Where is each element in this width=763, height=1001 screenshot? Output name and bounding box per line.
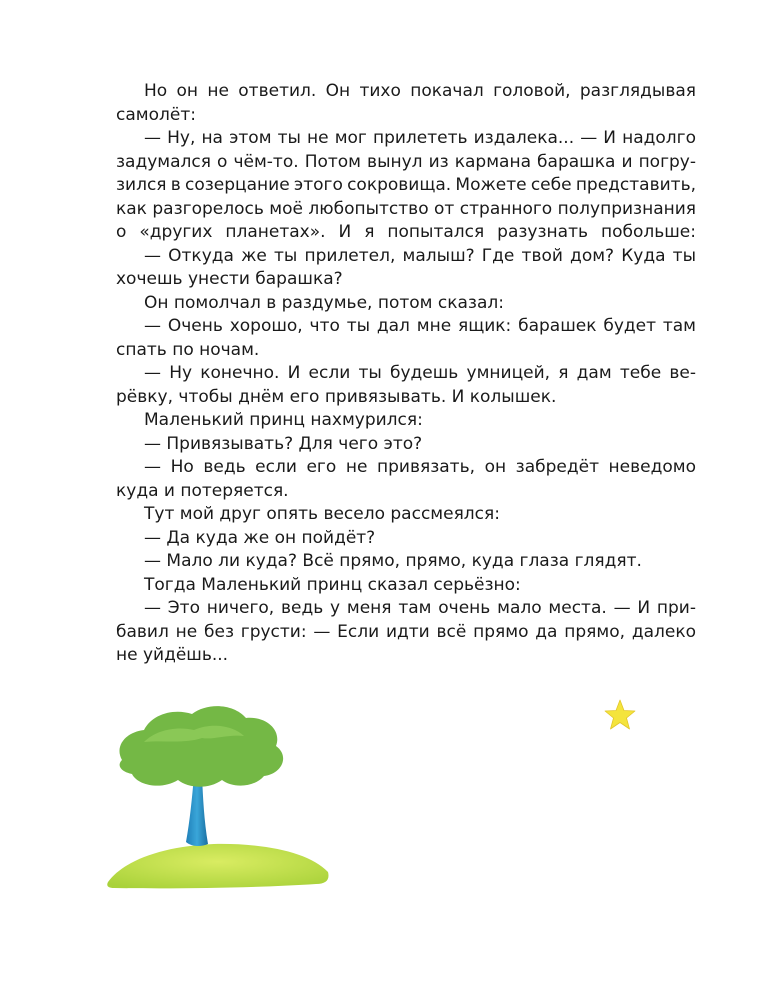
text-line-content: спать по ночам. bbox=[116, 339, 260, 360]
text-line bbox=[116, 456, 696, 480]
text-line-content: самолёт: bbox=[116, 104, 196, 125]
text-line-content: — Очень хорошо, что ты дал мне ящик: барашек будет там bbox=[144, 316, 696, 336]
text-line bbox=[116, 174, 696, 198]
text-line bbox=[116, 503, 696, 527]
text-line bbox=[116, 362, 696, 386]
text-line bbox=[116, 339, 696, 363]
text-line-content: — Ну, на этом ты не мог прилететь издалека... — И надолго bbox=[144, 128, 696, 148]
text-line bbox=[116, 574, 696, 598]
text-line-content: — Ну конечно. И если ты будешь умницей, я дам тебе ве- bbox=[144, 363, 696, 383]
text-line bbox=[116, 550, 696, 574]
text-line bbox=[116, 221, 696, 245]
text-line-content: о «других планетах». И я попытался разузнать побольше: bbox=[116, 222, 696, 242]
text-line bbox=[116, 433, 696, 457]
text-line-content: куда и потеряется. bbox=[116, 480, 289, 501]
text-line bbox=[116, 480, 696, 504]
text-line-content: — Да куда же он пойдёт? bbox=[144, 527, 376, 548]
text-line bbox=[116, 527, 696, 551]
text-line bbox=[116, 198, 696, 222]
text-line-content: не уйдёшь... bbox=[116, 645, 229, 665]
tree-foliage bbox=[119, 706, 283, 787]
text-line-content: Но он не ответил. Он тихо покачал головой, разглядывая bbox=[144, 81, 696, 101]
tree-on-hill-image bbox=[104, 700, 334, 900]
star-illustration bbox=[603, 698, 637, 732]
hill bbox=[107, 844, 328, 888]
text-line bbox=[116, 597, 696, 621]
text-line-content: рёвку, чтобы днём его привязывать. И колышек. bbox=[116, 386, 557, 407]
text-line-content: — Мало ли куда? Всё прямо, прямо, куда глаза глядят. bbox=[144, 551, 642, 571]
text-line bbox=[116, 127, 696, 151]
text-line bbox=[116, 104, 696, 128]
island-illustration bbox=[104, 700, 334, 900]
text-line-content: как разгорелось моё любопытство от странного полупризнания bbox=[116, 198, 696, 219]
text-line bbox=[116, 245, 696, 269]
text-line-content: бавил не без грусти: — Если идти всё прямо да прямо, далеко bbox=[116, 621, 696, 642]
text-line-content: Тут мой друг опять весело рассмеялся: bbox=[144, 504, 500, 524]
star-icon bbox=[603, 698, 637, 732]
text-line bbox=[116, 386, 696, 410]
text-line-content: хочешь унести барашка? bbox=[116, 269, 343, 289]
text-line-content: Маленький принц нахмурился: bbox=[144, 410, 423, 430]
text-line-content: Тогда Маленький принц сказал серьёзно: bbox=[144, 574, 521, 595]
text-line bbox=[116, 80, 696, 104]
text-line bbox=[116, 268, 696, 292]
text-line bbox=[116, 292, 696, 316]
text-line-content: — Откуда же ты прилетел, малыш? Где твой дом? Куда ты bbox=[144, 245, 696, 266]
text-line-content: — Это ничего, ведь у меня там очень мало места. — И при- bbox=[144, 598, 696, 618]
text-line-content: задумался о чём-то. Потом вынул из кармана барашка и погру- bbox=[116, 151, 696, 172]
text-line-content: Он помолчал в раздумье, потом сказал: bbox=[144, 292, 504, 313]
text-line-content: — Привязывать? Для чего это? bbox=[144, 433, 423, 454]
text-line bbox=[116, 151, 696, 175]
text-line bbox=[116, 409, 696, 433]
text-line bbox=[116, 644, 696, 668]
story-text bbox=[116, 80, 696, 668]
text-line bbox=[116, 315, 696, 339]
text-line bbox=[116, 621, 696, 645]
text-line-content: — Но ведь если его не привязать, он забредёт неведомо bbox=[144, 457, 696, 477]
text-line-content: зился в созерцание этого сокровища. Можете себе представить, bbox=[116, 175, 696, 195]
